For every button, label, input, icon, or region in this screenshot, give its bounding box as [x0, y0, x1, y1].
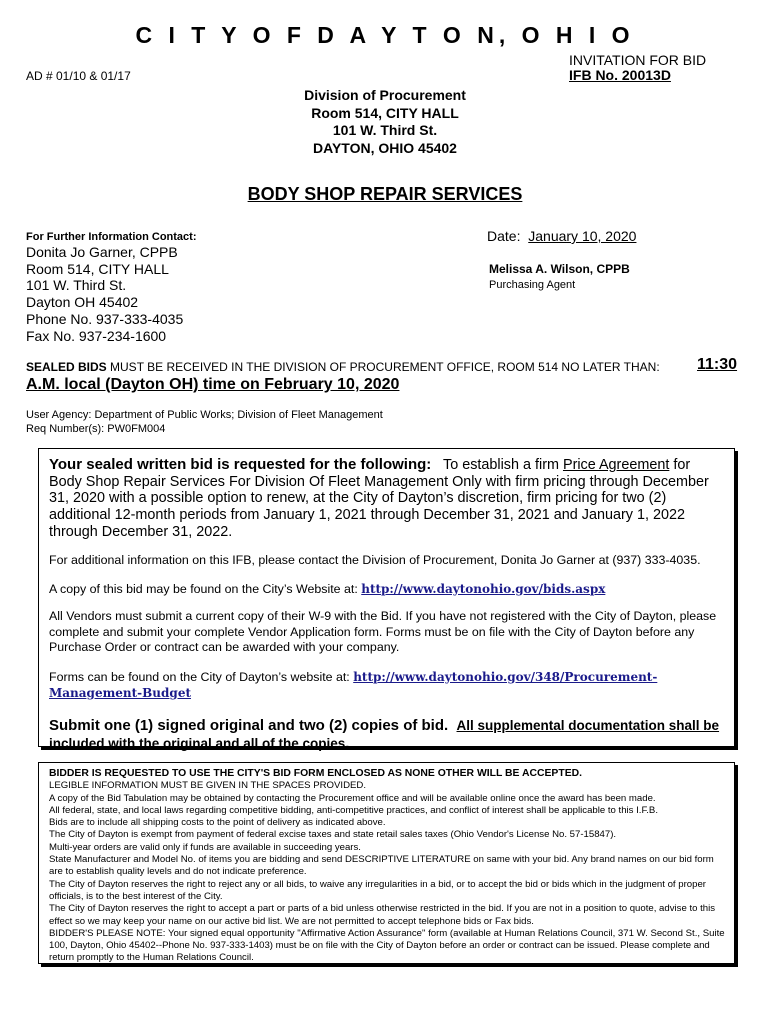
bid-request-rest: for Body Shop Repair Services For Division Of Fleet Management Only with firm pricing through December 31, 2020 with a possible option to renew, at the City of Dayton’s discretion, firm pricing for two (2) additional 12-month periods from January 1, 2021 through December 31, 2021 and January 1, 2022 through December 31, 2022.: [49, 457, 709, 540]
agency-info: [26, 408, 383, 436]
terms-heading: BIDDER IS REQUESTED TO USE THE CITY'S BID FORM ENCLOSED AS NONE OTHER WILL BE ACCEPTED.: [49, 768, 583, 779]
agent-title: Purchasing Agent: [489, 279, 576, 291]
sealed-bids-text: MUST BE RECEIVED IN THE DIVISION OF PROCUREMENT OFFICE, ROOM 514 NO LATER THAN:: [106, 360, 660, 374]
date-value: January 10, 2020: [528, 228, 637, 244]
division-line: 101 W. Third St.: [332, 122, 438, 138]
bid-request-intro: To establish a firm: [431, 457, 563, 473]
copy-text: A copy of this bid may be found on the City’s Website at:: [49, 581, 362, 596]
sealed-bids-label: SEALED BIDS: [26, 360, 107, 374]
page-title: C I T Y O F D A Y T O N, O H I O: [135, 22, 635, 48]
division-line: Room 514, CITY HALL: [311, 104, 459, 121]
terms-line: The City of Dayton reserves the right to accept a part or parts of a bid unless otherwise restricted in the bid. If you are not in a position to quote, advise to this effect so we may keep your name on our active bid list. We are not permitted to accept telephone bids or Fax bids.: [49, 903, 716, 927]
sealed-bids-notice: [26, 360, 660, 374]
contact-line: Fax No. 937-234-1600: [26, 327, 167, 344]
req-number: Req Number(s): PW0FM004: [26, 423, 166, 435]
bids-link[interactable]: http://www.daytonohio.gov/bids.aspx: [361, 581, 606, 596]
info-paragraph: For additional information on this IFB, please contact the Division of Procurement, Donita Jo Garner at (937) 333-4035.: [49, 552, 701, 567]
price-agreement: Price Agreement: [562, 457, 670, 473]
contact-line: Dayton OH 45402: [26, 294, 139, 311]
bid-request-box: [38, 448, 735, 753]
deadline-time: 11:30: [697, 356, 738, 373]
deadline-date: A.M. local (Dayton OH) time on February 10, 2020: [26, 376, 400, 393]
forms-link[interactable]: http://www.daytonohio.gov/348/Procurement-Management-Budget: [49, 669, 658, 700]
invitation-label: INVITATION FOR BID: [569, 52, 707, 68]
terms-line: LEGIBLE INFORMATION MUST BE GIVEN IN THE SPACES PROVIDED.: [49, 780, 367, 792]
terms-line: State Manufacturer and Model No. of items you are bidding and send DESCRIPTIVE LITERATURE on same with your bid. Any brand names on our bid form are to establish quality levels and do not indicate preference.: [49, 854, 714, 878]
user-agency: User Agency: Department of Public Works; Division of Fleet Management: [26, 409, 383, 421]
date-label: Date:: [487, 228, 529, 244]
contact-block: [26, 244, 183, 344]
bid-request-paragraph: [49, 457, 725, 541]
terms-line: The City of Dayton is exempt from payment of federal excise taxes and state retail sales taxes (Ohio Vendor's License No. 57-15847).: [49, 829, 617, 841]
submit-paragraph: [49, 717, 725, 753]
terms-line: Multi-year orders are valid only if funds are available in succeeding years.: [49, 841, 361, 853]
document-title: BODY SHOP REPAIR SERVICES: [247, 184, 523, 204]
contact-line: Donita Jo Garner, CPPB: [26, 244, 178, 260]
contact-line: 101 W. Third St.: [26, 277, 127, 294]
ad-number: AD # 01/10 & 01/17: [26, 69, 131, 83]
bid-request-lead: Your sealed written bid is requested for the following:: [49, 456, 432, 473]
division-line: Division of Procurement: [304, 87, 466, 103]
contact-line: Phone No. 937-333-4035: [26, 310, 184, 327]
bidder-terms-box: [38, 762, 735, 964]
submit-text: Submit one (1) signed original and two (2) copies of bid.: [49, 717, 457, 735]
forms-paragraph: [49, 669, 725, 701]
division-address: [0, 87, 770, 157]
terms-line: Bids are to include all shipping costs to the point of delivery as indicated above.: [49, 817, 386, 829]
terms-line: BIDDER'S PLEASE NOTE: Your signed equal opportunity "Affirmative Action Assurance" form (available at Human Relations Council, 371 W. Second St., Suite 100, Dayton, Ohio 45402--Phone No. 937-333-1403) must be on file with the City of Dayton before an order or contract can be issued. Please complete and return promptly to the Human Relations Council.: [49, 927, 725, 964]
contact-label: For Further Information Contact:: [26, 231, 197, 243]
submit-supplemental: All supplemental documentation shall be included with the original and all of the copies: [49, 718, 720, 752]
terms-line: All federal, state, and local laws regarding competitive bidding, anti-competitive practices, and conflict of interest shall be applicable to this I.F.B.: [49, 804, 658, 816]
contact-line: Room 514, CITY HALL: [26, 260, 169, 277]
ifb-number: IFB No. 20013D: [569, 67, 671, 83]
agent-name: Melissa A. Wilson, CPPB: [489, 262, 630, 276]
terms-line: A copy of the Bid Tabulation may be obtained by contacting the Procurement office and will be available online once the award has been made.: [49, 792, 656, 804]
terms-line: The City of Dayton reserves the right to reject any or all bids, to waive any irregularities in a bid, or to accept the bid or bids which in the judgment of proper officials, is to the best interest of the City.: [49, 878, 706, 902]
forms-text: Forms can be found on the City of Dayton’s website at:: [49, 669, 354, 684]
copy-paragraph: [49, 581, 725, 597]
date-line: [487, 228, 636, 244]
submit-end: .: [345, 735, 350, 753]
w9-paragraph: All Vendors must submit a current copy of their W-9 with the Bid. If you have not registered with the City of Dayton, please complete and submit your complete Vendor Application form. Forms must be on file with the City of Dayton before any Purchase Order or contract can be awarded with your company.: [49, 608, 717, 655]
division-line: DAYTON, OHIO 45402: [313, 139, 457, 156]
